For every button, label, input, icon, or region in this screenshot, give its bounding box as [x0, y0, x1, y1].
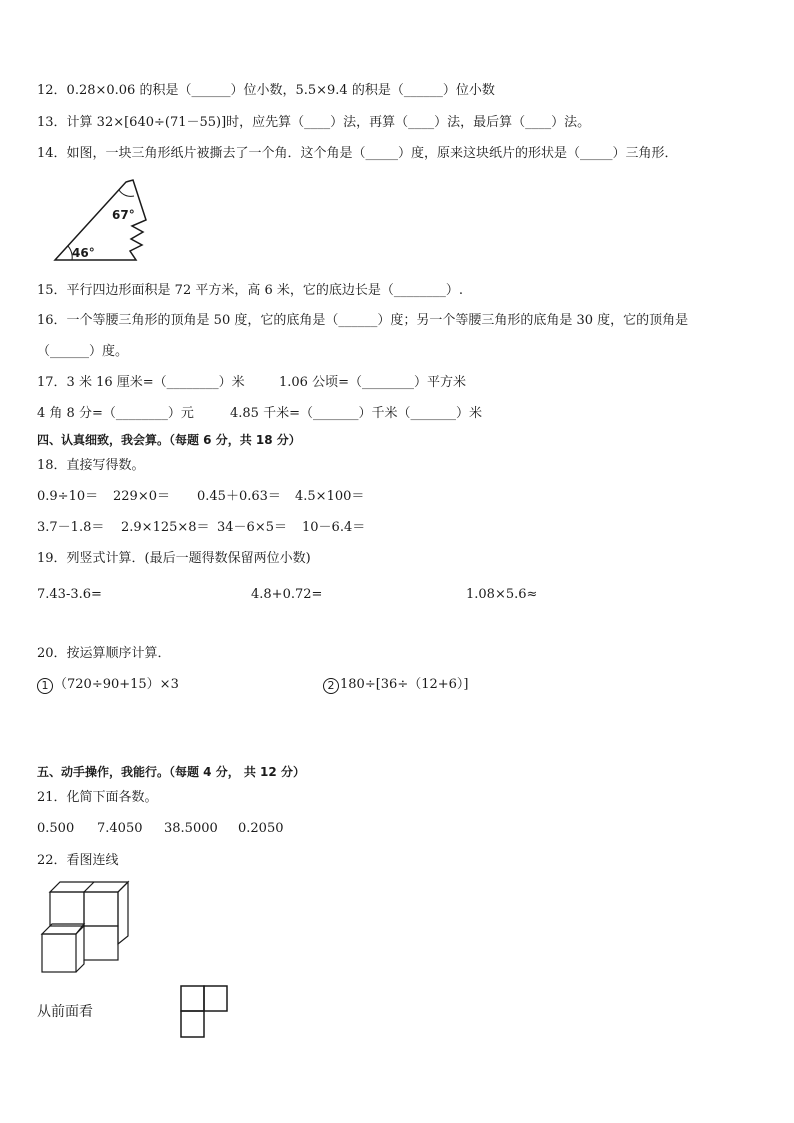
q21-item: 0.2050: [238, 821, 284, 836]
question-17-b: 1.06 公顷=（________）平方米: [279, 375, 466, 390]
question-19: 19．列竖式计算．(最后一题得数保留两位小数): [37, 551, 311, 566]
torn-triangle-figure: [50, 176, 160, 266]
q19-item: 7.43-3.6=: [37, 587, 102, 602]
question-17-c: 4 角 8 分=（________）元: [37, 406, 194, 421]
q18-item: 3.7－1.8＝: [37, 520, 105, 535]
angle-top-label: 67°: [112, 208, 135, 222]
section-5-heading: 五、动手操作，我能行。（每题 4 分， 共 12 分）: [37, 765, 305, 779]
question-12: 12．0.28×0.06 的积是（______）位小数，5.5×9.4 的积是（______）位小数: [37, 83, 495, 98]
circled-number: 1: [37, 678, 53, 694]
question-17-a: 17．3 米 16 厘米=（________）米: [37, 375, 245, 390]
question-16-line1: 16．一个等腰三角形的顶角是 50 度，它的底角是（______）度；另一个等腰三角形的底角是 30 度，它的顶角是: [37, 313, 689, 328]
question-13: 13．计算 32×[640÷(71－55)]时，应先算（____）法，再算（____）法，最后算（____）法。: [37, 115, 591, 130]
question-14: 14．如图，一块三角形纸片被撕去了一个角．这个角是（_____）度，原来这块纸片的形状是（_____）三角形．: [37, 146, 678, 161]
q21-item: 7.4050: [97, 821, 143, 836]
question-21: 21．化简下面各数。: [37, 790, 158, 805]
question-20: 20．按运算顺序计算．: [37, 646, 171, 661]
q18-item: 4.5×100＝: [295, 489, 365, 504]
circled-number: 2: [323, 678, 339, 694]
q20-expr: （720÷90+15）×3: [54, 677, 179, 692]
section-4-heading: 四、认真细致，我会算。（每题 6 分，共 18 分）: [37, 433, 301, 447]
question-15: 15．平行四边形面积是 72 平方米，高 6 米，它的底边长是（________）.: [37, 283, 464, 298]
question-18: 18．直接写得数。: [37, 458, 145, 473]
question-17-d: 4.85 千米=（_______）千米（_______）米: [230, 406, 482, 421]
question-22: 22．看图连线: [37, 853, 119, 868]
question-16-line2: （______）度。: [37, 344, 129, 359]
q18-item: 2.9×125×8＝: [121, 520, 210, 535]
angle-left-label: 46°: [72, 246, 95, 260]
q18-item: 229×0＝: [113, 489, 170, 504]
q18-item: 34－6×5＝: [217, 520, 287, 535]
q18-item: 10－6.4＝: [302, 520, 366, 535]
front-view-label: 从前面看: [37, 1004, 93, 1020]
q18-item: 0.45＋0.63＝: [197, 489, 281, 504]
front-view-figure: [180, 985, 230, 1039]
q18-item: 0.9÷10＝: [37, 489, 99, 504]
q21-item: 0.500: [37, 821, 75, 836]
q19-item: 4.8+0.72=: [251, 587, 323, 602]
q21-item: 38.5000: [164, 821, 218, 836]
cube-stack-figure: [38, 878, 134, 976]
q19-item: 1.08×5.6≈: [466, 587, 538, 602]
q20-expr: 180÷[36÷（12+6）]: [340, 677, 469, 692]
q20-item-1: [37, 677, 179, 694]
q20-item-2: [323, 677, 469, 694]
